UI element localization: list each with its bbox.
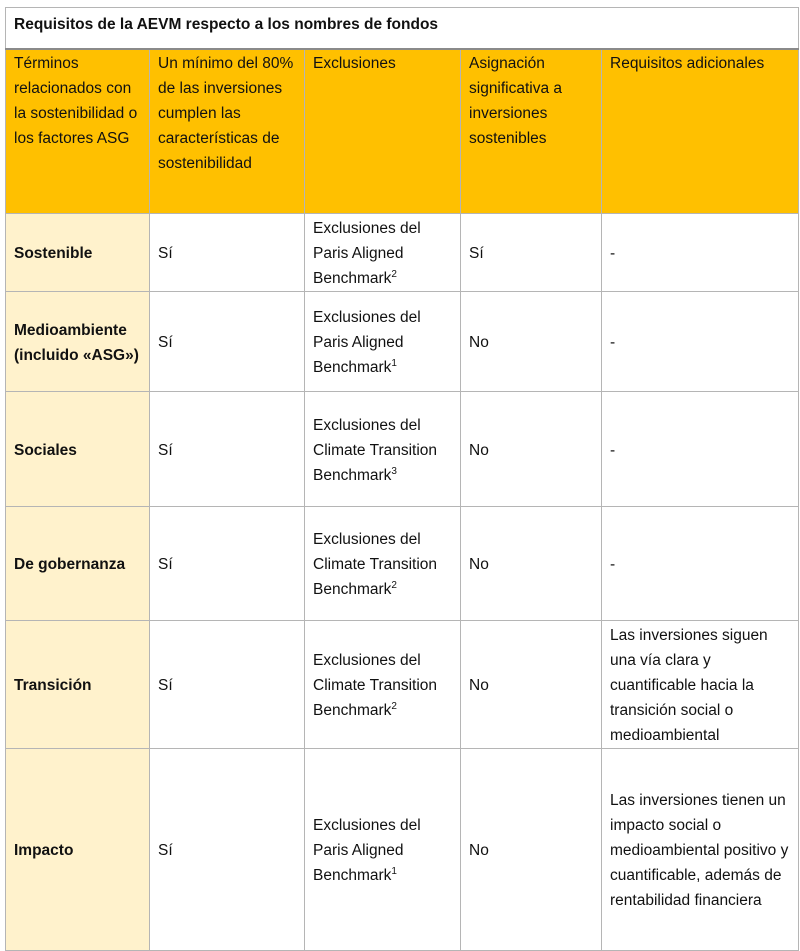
exclusion-text: Exclusiones del Paris Aligned Benchmark <box>313 220 421 287</box>
allocation-cell: No <box>461 749 602 951</box>
additional-cell: - <box>602 507 799 621</box>
exclusion-cell <box>305 292 461 392</box>
table-title-row <box>6 8 799 50</box>
footnote-marker: 3 <box>391 465 397 477</box>
footnote-marker: 2 <box>391 579 397 591</box>
footnote-marker: 1 <box>391 865 397 877</box>
table-row <box>6 392 799 507</box>
term-cell: Sostenible <box>6 214 150 292</box>
table-row <box>6 507 799 621</box>
exclusion-cell <box>305 392 461 507</box>
esma-fund-names-table <box>5 7 799 951</box>
table-row <box>6 292 799 392</box>
exclusion-text: Exclusiones del Paris Aligned Benchmark <box>313 817 421 884</box>
min80-cell: Sí <box>150 214 305 292</box>
allocation-cell: Sí <box>461 214 602 292</box>
exclusion-cell <box>305 621 461 749</box>
exclusion-cell <box>305 507 461 621</box>
min80-cell: Sí <box>150 621 305 749</box>
exclusion-text: Exclusiones del Climate Transition Benchmark <box>313 416 438 484</box>
min80-cell: Sí <box>150 749 305 951</box>
footnote-marker: 1 <box>391 357 397 369</box>
min80-cell: Sí <box>150 392 305 507</box>
term-cell: Medioambiente (incluido «ASG») <box>6 292 150 392</box>
allocation-cell: No <box>461 621 602 749</box>
table-row <box>6 749 799 951</box>
additional-cell: - <box>602 214 799 292</box>
min80-cell: Sí <box>150 507 305 621</box>
term-cell: Transición <box>6 621 150 749</box>
exclusion-text: Exclusiones del Climate Transition Benchmark <box>313 652 438 719</box>
header-min80: Un mínimo del 80% de las inversiones cumplen las características de sostenibilidad <box>150 49 305 214</box>
term-cell: Impacto <box>6 749 150 951</box>
table-row <box>6 621 799 749</box>
table-title: Requisitos de la AEVM respecto a los nombres de fondos <box>6 8 799 50</box>
allocation-cell: No <box>461 392 602 507</box>
table-row <box>6 214 799 292</box>
exclusion-cell <box>305 214 461 292</box>
exclusion-cell <box>305 749 461 951</box>
footnote-marker: 2 <box>391 700 397 712</box>
term-cell: De gobernanza <box>6 507 150 621</box>
table-header-row <box>6 49 799 214</box>
header-terms: Términos relacionados con la sostenibilidad o los factores ASG <box>6 49 150 214</box>
header-additional: Requisitos adicionales <box>602 49 799 214</box>
additional-cell: - <box>602 392 799 507</box>
additional-cell: Las inversiones tienen un impacto social o medioambiental positivo y cuantificable, además de rentabilidad financiera <box>602 749 799 951</box>
min80-cell: Sí <box>150 292 305 392</box>
header-exclusions: Exclusiones <box>305 49 461 214</box>
exclusion-text: Exclusiones del Climate Transition Benchmark <box>313 531 438 598</box>
allocation-cell: No <box>461 507 602 621</box>
additional-cell: Las inversiones siguen una vía clara y cuantificable hacia la transición social o medioambiental <box>602 621 799 749</box>
exclusion-text: Exclusiones del Paris Aligned Benchmark <box>313 309 421 376</box>
footnote-marker: 2 <box>391 268 397 280</box>
allocation-cell: No <box>461 292 602 392</box>
header-allocation: Asignación significativa a inversiones sostenibles <box>461 49 602 214</box>
additional-cell: - <box>602 292 799 392</box>
term-cell: Sociales <box>6 392 150 507</box>
